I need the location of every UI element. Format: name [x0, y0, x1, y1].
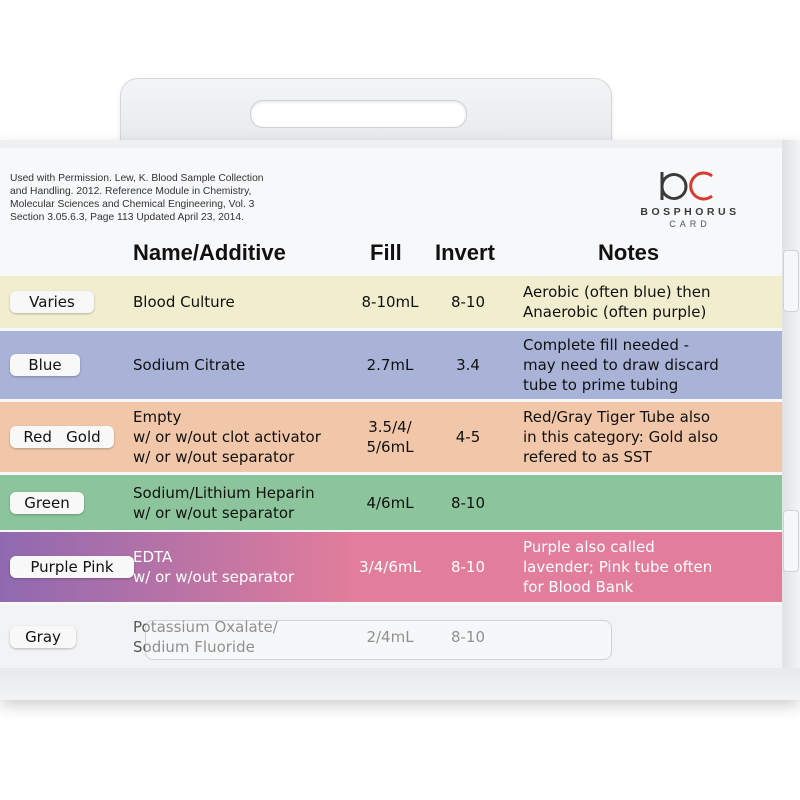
tube-invert-line: 4-5	[455, 428, 481, 446]
tube-name-additive	[133, 292, 348, 312]
citation-line: Section 3.05.6.3, Page 113 Updated April 23, 2014.	[10, 212, 244, 223]
holder-bottom-window	[145, 620, 612, 660]
tube-fill	[350, 292, 430, 312]
tube-fill-line: 3.5/4/	[368, 418, 412, 436]
tube-name-additive-line: w/ or w/out separator	[133, 448, 295, 466]
brand-name: BOSPHORUS	[640, 206, 740, 218]
tube-notes-line: Complete fill needed -	[523, 336, 690, 354]
tube-color-label: Blue	[10, 354, 80, 376]
tube-invert	[430, 355, 506, 375]
tube-color-label: Varies	[10, 291, 94, 313]
citation-line: and Handling. 2012. Reference Module in Chemistry,	[10, 186, 252, 197]
tube-notes-line: in this category: Gold also	[523, 428, 719, 446]
tube-name-additive	[133, 547, 348, 587]
tube-notes-line: lavender; Pink tube often	[523, 558, 713, 576]
tube-notes	[523, 537, 773, 597]
table-row	[0, 475, 782, 530]
holder-side-notch-bottom	[783, 510, 799, 572]
tube-fill	[350, 557, 430, 577]
table-row	[0, 331, 782, 399]
tube-name-additive-line: Empty	[133, 408, 182, 426]
tube-fill-line: 2/4mL	[366, 627, 414, 646]
table-row	[0, 276, 782, 328]
tube-notes	[523, 335, 773, 395]
tube-notes-line: for Blood Bank	[523, 578, 634, 596]
header-notes: Notes	[598, 240, 660, 265]
brand-subtitle: CARD	[669, 219, 711, 229]
tube-notes-line: Red/Gray Tiger Tube also	[523, 408, 710, 426]
tube-notes	[523, 282, 773, 322]
tube-name-additive	[133, 355, 348, 375]
tube-name-additive	[133, 407, 348, 467]
tube-invert-line: 8-10	[450, 293, 486, 311]
tube-color-label: Gray	[10, 626, 76, 648]
tube-notes-line: may need to draw discard	[523, 356, 719, 374]
tube-invert-line: 8-10	[450, 558, 486, 576]
tube-name-additive-line: Blood Culture	[133, 293, 235, 311]
table-row	[0, 402, 782, 472]
tube-name-additive-line: Sodium Fluoride	[133, 637, 255, 656]
tube-fill	[350, 355, 430, 375]
tube-color-label: Green	[10, 492, 84, 514]
holder-right-edge	[782, 140, 800, 700]
tube-name-additive-line: w/ or w/out separator	[133, 568, 295, 586]
header-fill: Fill	[370, 240, 402, 265]
tube-name-additive	[133, 483, 348, 523]
tube-color-label: Purple Pink	[10, 556, 134, 578]
tube-name-additive-line: w/ or w/out separator	[133, 503, 295, 522]
brand-logo	[610, 168, 770, 234]
tube-invert-line: 8-10	[450, 627, 486, 646]
citation-text	[10, 172, 310, 224]
header-invert: Invert	[435, 240, 495, 265]
tube-notes-line: tube to prime tubing	[523, 376, 679, 394]
tube-notes	[523, 407, 773, 467]
tube-color-label: Red Gold	[10, 426, 114, 448]
tube-fill	[350, 493, 430, 513]
tube-invert	[430, 427, 506, 447]
tube-invert-line: 3.4	[456, 356, 480, 374]
header-name-additive: Name/Additive	[133, 240, 286, 265]
tube-name-additive-line: Potassium Oxalate/	[133, 617, 278, 636]
citation-line: Used with Permission. Lew, K. Blood Sample Collection	[10, 173, 264, 184]
tube-invert	[430, 493, 506, 513]
tube-notes-line: Purple also called	[523, 538, 655, 556]
tube-fill-line: 8-10mL	[361, 293, 419, 311]
holder-bottom-edge	[0, 668, 800, 700]
tube-invert	[430, 557, 506, 577]
tube-invert	[430, 292, 506, 312]
tube-fill-line: 3/4/6mL	[359, 558, 421, 576]
holder-side-notch-top	[783, 250, 799, 312]
tube-fill-line: 5/6mL	[366, 438, 414, 456]
tube-fill-line: 4/6mL	[366, 493, 414, 512]
tube-name-additive-line: Sodium/Lithium Heparin	[133, 483, 315, 502]
tube-fill-line: 2.7mL	[366, 356, 414, 374]
tube-notes-line: Anaerobic (often purple)	[523, 303, 707, 321]
tube-notes-line: refered to as SST	[523, 448, 652, 466]
tube-name-additive-line: Sodium Citrate	[133, 356, 246, 374]
tube-fill	[350, 417, 430, 457]
tube-invert-line: 8-10	[450, 493, 486, 512]
lanyard-slot	[250, 100, 467, 128]
table-row	[0, 532, 782, 602]
tube-name-additive-line: EDTA	[133, 548, 173, 566]
tube-name-additive-line: w/ or w/out clot activator	[133, 428, 321, 446]
tube-notes-line: Aerobic (often blue) then	[523, 283, 711, 301]
bc-monogram-icon	[610, 168, 770, 204]
citation-line: Molecular Sciences and Chemical Engineering, Vol. 3	[10, 199, 255, 210]
